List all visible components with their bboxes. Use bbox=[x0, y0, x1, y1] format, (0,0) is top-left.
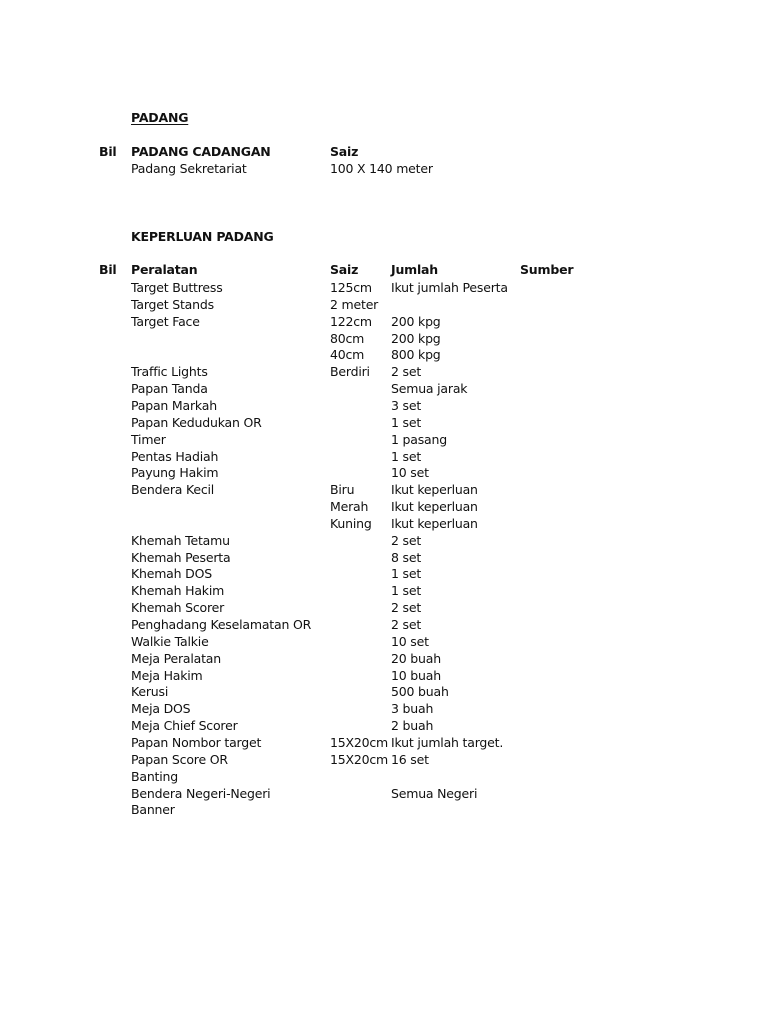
equipment-jumlah: 800 kpg bbox=[391, 347, 441, 363]
equipment-row bbox=[0, 582, 768, 599]
equipment-jumlah: 1 set bbox=[391, 414, 422, 430]
equipment-row bbox=[0, 532, 768, 549]
equipment-jumlah: 1 set bbox=[391, 583, 422, 599]
equipment-row bbox=[0, 734, 768, 751]
equipment-row bbox=[0, 751, 768, 768]
equipment-name: Bendera Kecil bbox=[131, 482, 215, 498]
equipment-name: Meja DOS bbox=[131, 701, 191, 717]
equipment-row bbox=[0, 380, 768, 397]
equipment-row bbox=[0, 599, 768, 616]
equipment-name: Papan Nombor target bbox=[131, 734, 262, 750]
equipment-jumlah: Semua Negeri bbox=[391, 785, 478, 801]
equipment-jumlah: Ikut keperluan bbox=[391, 482, 478, 498]
equipment-name: Papan Tanda bbox=[131, 381, 208, 397]
equipment-row bbox=[0, 700, 768, 717]
equipment-saiz: 125cm bbox=[330, 280, 372, 295]
equipment-name: Meja Peralatan bbox=[131, 650, 221, 666]
equipment-row bbox=[0, 650, 768, 667]
equipment-saiz: Berdiri bbox=[330, 364, 370, 380]
equipment-jumlah: 500 buah bbox=[391, 684, 449, 700]
equipment-name: Papan Markah bbox=[131, 397, 217, 413]
equipment-name: Khemah Peserta bbox=[131, 549, 231, 565]
equipment-jumlah: Ikut jumlah target. bbox=[391, 734, 504, 750]
equipment-jumlah: Ikut keperluan bbox=[391, 499, 478, 515]
equipment-row bbox=[0, 330, 768, 347]
equipment-row bbox=[0, 667, 768, 684]
equipment-row bbox=[0, 296, 768, 313]
equipment-name: Banner bbox=[131, 802, 175, 818]
equipment-row bbox=[0, 565, 768, 582]
header-padang-cadangan: PADANG CADANGAN bbox=[131, 144, 271, 159]
equipment-name: Target Face bbox=[131, 313, 200, 329]
equipment-saiz: 80cm bbox=[330, 330, 365, 346]
padang-header-row bbox=[0, 143, 768, 160]
equipment-saiz: 15X20cm bbox=[330, 751, 389, 767]
equipment-name: Pentas Hadiah bbox=[131, 448, 219, 464]
equipment-row bbox=[0, 498, 768, 515]
equipment-name: Walkie Talkie bbox=[131, 633, 209, 649]
equipment-row bbox=[0, 397, 768, 414]
keperluan-header-row bbox=[0, 261, 768, 278]
equipment-name: Payung Hakim bbox=[131, 465, 219, 481]
equipment-name: Target Buttress bbox=[131, 280, 223, 295]
equipment-row bbox=[0, 414, 768, 431]
equipment-saiz: Biru bbox=[330, 482, 355, 498]
equipment-jumlah: 3 set bbox=[391, 397, 422, 413]
equipment-jumlah: 8 set bbox=[391, 549, 422, 565]
equipment-row bbox=[0, 801, 768, 818]
header-sumber: Sumber bbox=[520, 262, 574, 277]
equipment-name: Meja Chief Scorer bbox=[131, 718, 238, 734]
section-title-keperluan-padang: KEPERLUAN PADANG bbox=[131, 229, 274, 244]
equipment-saiz: 2 meter bbox=[330, 296, 379, 312]
header-jumlah: Jumlah bbox=[391, 262, 438, 277]
equipment-row bbox=[0, 616, 768, 633]
equipment-row bbox=[0, 515, 768, 532]
header-bil: Bil bbox=[99, 262, 117, 277]
equipment-saiz: 122cm bbox=[330, 313, 372, 329]
equipment-jumlah: 10 buah bbox=[391, 667, 441, 683]
equipment-jumlah: 1 set bbox=[391, 448, 422, 464]
equipment-name: Traffic Lights bbox=[131, 364, 208, 380]
equipment-jumlah: 10 set bbox=[391, 633, 429, 649]
padang-name: Padang Sekretariat bbox=[131, 161, 247, 176]
padang-saiz: 100 X 140 meter bbox=[330, 161, 433, 176]
equipment-name: Khemah DOS bbox=[131, 566, 212, 582]
equipment-name: Khemah Hakim bbox=[131, 583, 225, 599]
equipment-saiz: 15X20cm bbox=[330, 734, 389, 750]
header-saiz: Saiz bbox=[330, 144, 359, 159]
equipment-jumlah: 200 kpg bbox=[391, 313, 441, 329]
equipment-jumlah: 1 pasang bbox=[391, 431, 447, 447]
equipment-row bbox=[0, 346, 768, 363]
equipment-name: Kerusi bbox=[131, 684, 169, 700]
equipment-jumlah: Ikut keperluan bbox=[391, 515, 478, 531]
equipment-name: Papan Kedudukan OR bbox=[131, 414, 262, 430]
equipment-jumlah: 2 set bbox=[391, 617, 422, 632]
equipment-jumlah: 2 set bbox=[391, 532, 422, 548]
equipment-name: Khemah Scorer bbox=[131, 600, 225, 616]
equipment-name: Papan Score OR bbox=[131, 751, 228, 767]
equipment-name: Banting bbox=[131, 768, 178, 784]
equipment-jumlah: 20 buah bbox=[391, 650, 441, 666]
equipment-jumlah: 2 set bbox=[391, 364, 422, 380]
equipment-name: Bendera Negeri-Negeri bbox=[131, 785, 271, 801]
equipment-jumlah: Ikut jumlah Peserta bbox=[391, 280, 508, 295]
header-bil: Bil bbox=[99, 144, 117, 159]
header-peralatan: Peralatan bbox=[131, 262, 198, 277]
equipment-saiz: Kuning bbox=[330, 515, 372, 531]
equipment-jumlah: 200 kpg bbox=[391, 330, 441, 346]
equipment-jumlah: 16 set bbox=[391, 751, 429, 767]
equipment-jumlah: 1 set bbox=[391, 566, 422, 582]
equipment-row bbox=[0, 464, 768, 481]
equipment-row bbox=[0, 448, 768, 465]
equipment-name: Penghadang Keselamatan OR bbox=[131, 617, 312, 632]
equipment-row bbox=[0, 683, 768, 700]
equipment-row bbox=[0, 279, 768, 296]
equipment-row bbox=[0, 768, 768, 785]
equipment-saiz: Merah bbox=[330, 499, 369, 515]
equipment-name: Target Stands bbox=[131, 296, 214, 312]
equipment-row bbox=[0, 481, 768, 498]
equipment-row bbox=[0, 549, 768, 566]
equipment-name: Timer bbox=[131, 431, 166, 447]
equipment-saiz: 40cm bbox=[330, 347, 365, 363]
equipment-row bbox=[0, 633, 768, 650]
header-saiz: Saiz bbox=[330, 262, 359, 277]
equipment-row bbox=[0, 313, 768, 330]
padang-row bbox=[0, 160, 768, 177]
equipment-jumlah: 3 buah bbox=[391, 701, 434, 717]
equipment-jumlah: 2 set bbox=[391, 600, 422, 616]
equipment-name: Khemah Tetamu bbox=[131, 532, 230, 548]
section-title-padang: PADANG bbox=[131, 110, 189, 125]
equipment-row bbox=[0, 785, 768, 802]
equipment-row bbox=[0, 717, 768, 734]
equipment-name: Meja Hakim bbox=[131, 667, 203, 683]
equipment-jumlah: 10 set bbox=[391, 465, 429, 481]
equipment-jumlah: 2 buah bbox=[391, 718, 434, 734]
equipment-row bbox=[0, 363, 768, 380]
equipment-row bbox=[0, 431, 768, 448]
equipment-jumlah: Semua jarak bbox=[391, 381, 468, 397]
